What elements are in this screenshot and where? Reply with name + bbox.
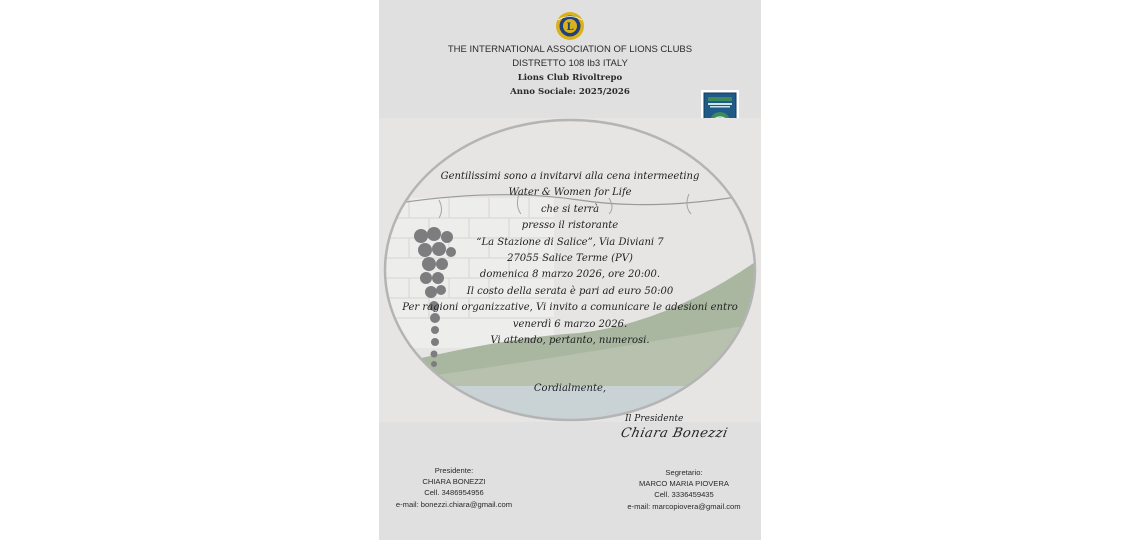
president-signature: Chiara Bonezzi (619, 426, 730, 441)
lions-clubs-logo-icon (555, 11, 585, 41)
contact-phone: Cell. 3336459435 (654, 490, 714, 500)
contact-email: e-mail: marcopiovera@gmail.com (627, 501, 741, 511)
body-line: 27055 Salice Terme (PV) (507, 253, 633, 265)
district-name: DISTRETTO 108 Ib3 ITALY (512, 58, 628, 69)
body-line: Gentilissimi sono a invitarvi alla cena intermeeting (440, 171, 700, 182)
association-name: THE INTERNATIONAL ASSOCIATION OF LIONS CLUBS (447, 44, 693, 55)
contact-name: MARCO MARIA PIOVERA (639, 479, 729, 489)
body-line: Vi attendo, pertanto, numerosi. (490, 335, 650, 347)
club-name: Lions Club Rivoltrepo (517, 73, 623, 83)
svg-text:L: L (566, 22, 574, 33)
body-line: Water & Women for Life (508, 187, 632, 199)
body-line: venerdì 6 marzo 2026. (512, 318, 628, 330)
contact-title: Segretario: (665, 468, 703, 477)
body-line: presso il ristorante (521, 220, 619, 232)
invitation-body (379, 169, 761, 349)
social-year: Anno Sociale: 2025/2026 (510, 87, 630, 97)
invitation-page (379, 0, 761, 540)
body-line: “La Stazione di Salice”, Via Diviani 7 (476, 236, 664, 248)
contact-title: Presidente: (434, 466, 474, 475)
body-line: che si terrà (540, 203, 600, 215)
body-line: domenica 8 marzo 2026, ore 20:00. (479, 269, 661, 281)
contact-name: CHIARA BONEZZI (422, 477, 486, 487)
contact-phone: Cell. 3486954956 (424, 488, 484, 498)
president-role: Il Presidente (625, 414, 684, 424)
body-line: Il costo della serata è pari ad euro 50:00 (466, 285, 674, 297)
contact-email: e-mail: bonezzi.chiara@gmail.com (395, 499, 513, 509)
closing-greeting: Cordialmente, (533, 383, 607, 394)
secretary-contact (609, 467, 759, 512)
president-contact (379, 465, 529, 510)
body-line: Per ragioni organizzative, Vi invito a comunicare le adesioni entro (402, 302, 738, 314)
